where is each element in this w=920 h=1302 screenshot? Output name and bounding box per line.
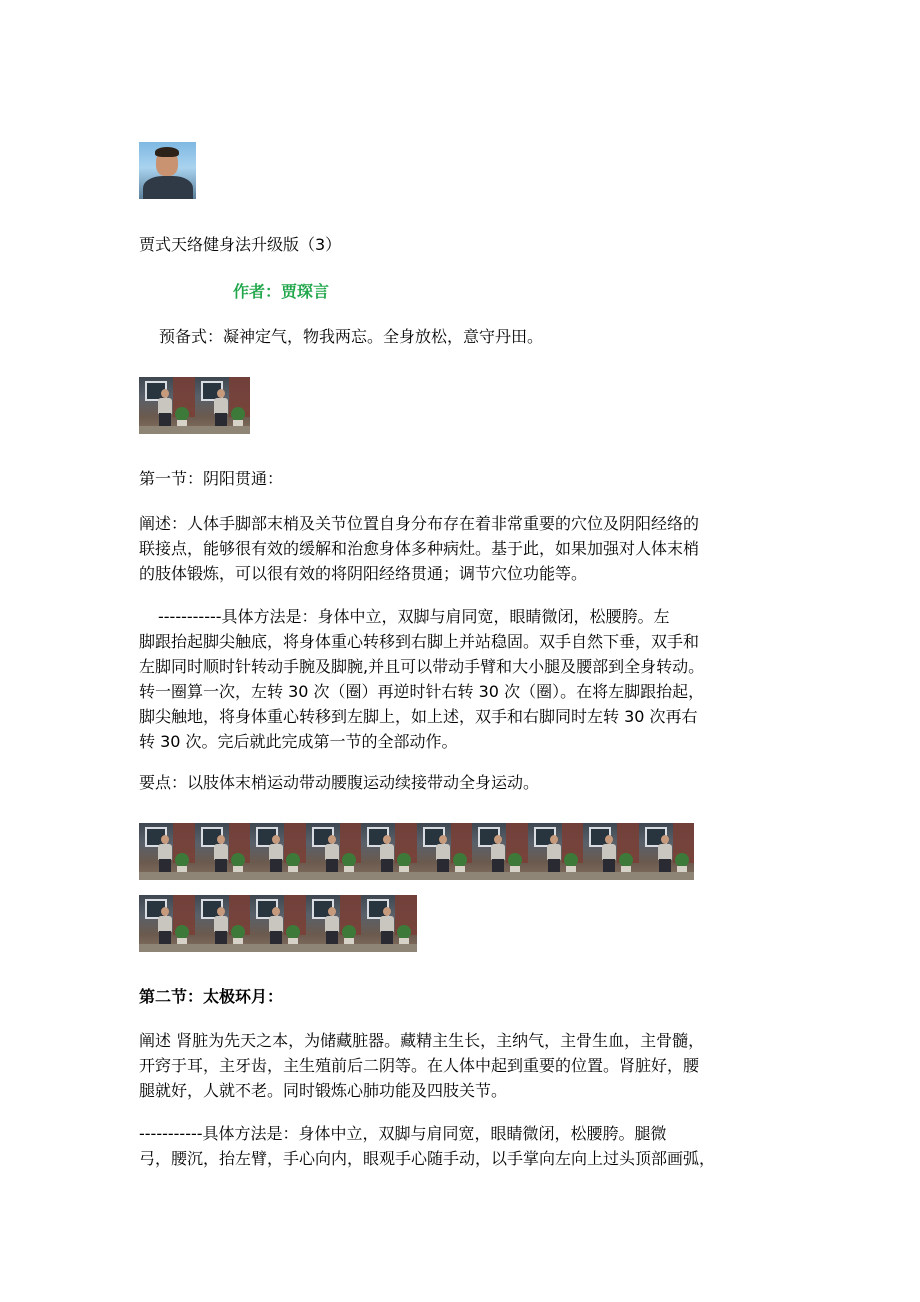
text-line: 脚尖触地，将身体重心转移到左脚上，如上述，双手和右脚同时左转 30 次再右 xyxy=(139,707,698,726)
doc-title: 贾式天络健身法升级版（3） xyxy=(139,235,342,254)
exercise-photo xyxy=(306,895,362,952)
text-line: 的肢体锻炼，可以很有效的将阴阳经络贯通；调节穴位功能等。 xyxy=(139,564,588,583)
exercise-photo xyxy=(639,823,695,880)
text-line: 阐述：人体手脚部末梢及关节位置自身分布存在着非常重要的穴位及阴阳经络的 xyxy=(139,514,700,533)
text-line: 左脚同时顺时针转动手腕及脚腕,并且可以带动手臂和大小腿及腰部到全身转动。 xyxy=(139,657,705,676)
section1-photo-strip-1 xyxy=(139,823,695,880)
exercise-photo xyxy=(583,823,639,880)
text-line: 转一圈算一次，左转 30 次（圈）再逆时针右转 30 次（圈）。在将左脚跟抬起， xyxy=(139,682,705,701)
text-line: 转 30 次。完后就此完成第一节的全部动作。 xyxy=(139,732,458,751)
exercise-photo xyxy=(195,823,251,880)
exercise-photo xyxy=(139,823,195,880)
section1-heading: 第一节：阴阳贯通： xyxy=(139,469,284,488)
author-avatar xyxy=(139,142,196,199)
exercise-photo xyxy=(139,895,195,952)
section1-photo-strip-2 xyxy=(139,895,418,952)
exercise-photo xyxy=(417,823,473,880)
text-line: -----------具体方法是：身体中立，双脚与肩同宽，眼睛微闭，松腰胯。腿微 xyxy=(139,1124,667,1143)
text-line: 腿就好，人就不老。同时锻炼心肺功能及四肢关节。 xyxy=(139,1081,508,1100)
section1-keypoint: 要点：以肢体末梢运动带动腰腹运动续接带动全身运动。 xyxy=(139,773,540,792)
text-line: 阐述 肾脏为先天之本，为储藏脏器。藏精主生长，主纳气，主骨生血，主骨髓， xyxy=(139,1031,705,1050)
exercise-photo xyxy=(195,377,251,434)
exercise-photo xyxy=(306,823,362,880)
author-line: 作者：贾琛言 xyxy=(233,282,330,301)
section2-heading: 第二节：太极环月： xyxy=(139,987,284,1006)
prep-stance: 预备式：凝神定气，物我两忘。全身放松，意守丹田。 xyxy=(159,327,544,346)
section1-description xyxy=(139,511,789,586)
exercise-photo xyxy=(139,377,195,434)
prep-photo-strip xyxy=(139,377,251,434)
exercise-photo xyxy=(361,895,417,952)
exercise-photo xyxy=(250,895,306,952)
exercise-photo xyxy=(361,823,417,880)
text-line: 弓，腰沉，抬左臂，手心向内，眼观手心随手动，以手掌向左向上过头顶部画弧， xyxy=(139,1149,716,1168)
exercise-photo xyxy=(195,895,251,952)
exercise-photo xyxy=(250,823,306,880)
text-line: 联接点，能够很有效的缓解和治愈身体多种病灶。基于此，如果加强对人体末梢 xyxy=(139,539,700,558)
text-line: 开窍于耳，主牙齿，主生殖前后二阴等。在人体中起到重要的位置。肾脏好，腰 xyxy=(139,1056,700,1075)
exercise-photo xyxy=(528,823,584,880)
exercise-photo xyxy=(472,823,528,880)
section2-description xyxy=(139,1028,789,1103)
text-line: 脚跟抬起脚尖触底，将身体重心转移到右脚上并站稳固。双手自然下垂，双手和 xyxy=(139,632,700,651)
section2-method xyxy=(139,1121,789,1171)
text-line: -----------具体方法是：身体中立，双脚与肩同宽，眼睛微闭，松腰胯。左 xyxy=(158,607,670,626)
section1-method xyxy=(139,604,789,754)
